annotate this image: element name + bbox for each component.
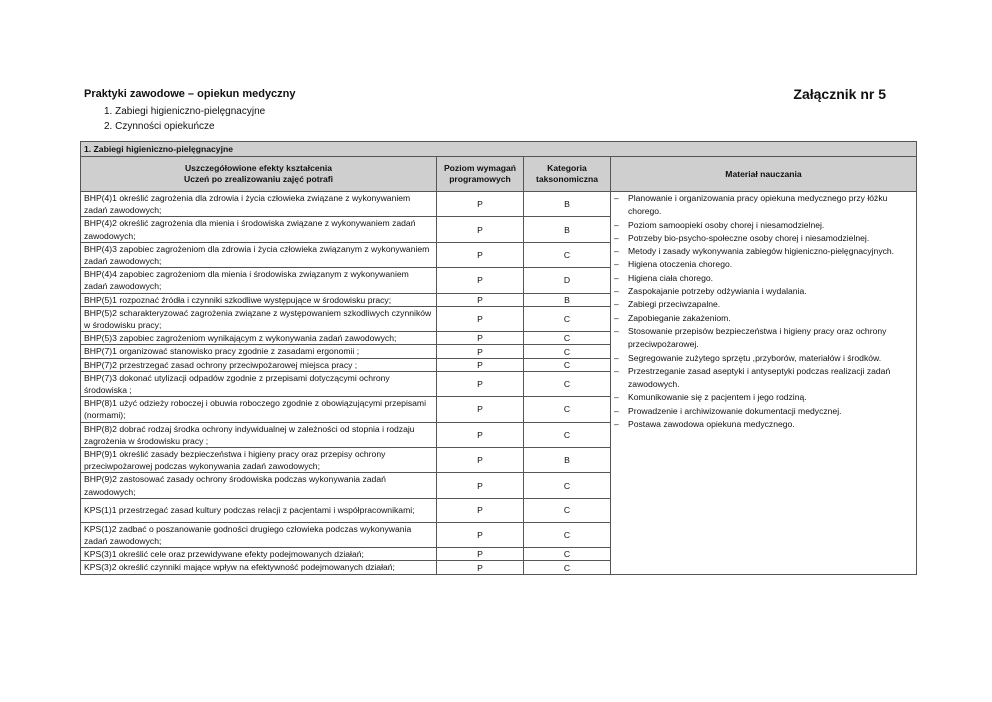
list-item: – Potrzeby bio-psycho-społeczne osoby chorej i niesamodzielnej.	[614, 232, 913, 245]
effect-cell: BHP(4)4 zapobiec zagrożeniom dla mienia i środowiska związanym z wykonywaniem zadań zawodowych;	[81, 268, 437, 293]
column-header-effects: Uszczegółowione efekty kształcenia Uczeń po zrealizowaniu zajęć potrafi	[81, 157, 437, 192]
category-cell: C	[524, 561, 611, 574]
level-cell: P	[437, 448, 524, 473]
level-cell: P	[437, 397, 524, 422]
level-cell: P	[437, 268, 524, 293]
section-title: 1. Zabiegi higieniczno-pielęgnacyjne	[81, 142, 917, 157]
list-item: – Zapobieganie zakażeniom.	[614, 312, 913, 325]
category-cell: C	[524, 397, 611, 422]
category-cell: C	[524, 498, 611, 522]
material-cell	[611, 192, 917, 575]
category-cell: B	[524, 448, 611, 473]
level-cell: P	[437, 522, 524, 547]
category-cell: B	[524, 293, 611, 306]
level-cell: P	[437, 345, 524, 358]
level-cell: P	[437, 358, 524, 371]
list-item: – Komunikowanie się z pacjentem i jego rodziną.	[614, 391, 913, 404]
level-cell: P	[437, 548, 524, 561]
effect-cell: KPS(1)2 zadbać o poszanowanie godności drugiego człowieka podczas wykonywania zadań zawodowych;	[81, 522, 437, 547]
level-cell: P	[437, 306, 524, 331]
material-list	[614, 192, 913, 431]
level-cell: P	[437, 422, 524, 447]
effect-cell: BHP(5)1 rozpoznać źródła i czynniki szkodliwe występujące w środowisku pracy;	[81, 293, 437, 306]
column-header-category: Kategoria taksonomiczna	[524, 157, 611, 192]
effect-cell: BHP(5)2 scharakteryzować zagrożenia związane z występowaniem szkodliwych czynników w środowisku pracy;	[81, 306, 437, 331]
category-cell: C	[524, 345, 611, 358]
list-item: – Higiena ciała chorego.	[614, 272, 913, 285]
effect-cell: BHP(7)2 przestrzegać zasad ochrony przeciwpożarowej miejsca pracy ;	[81, 358, 437, 371]
category-cell: C	[524, 473, 611, 498]
list-item: – Planowanie i organizowania pracy opiekuna medycznego przy łóżku chorego.	[614, 192, 913, 219]
level-cell: P	[437, 192, 524, 217]
level-cell: P	[437, 217, 524, 242]
category-cell: C	[524, 371, 611, 396]
curriculum-table	[80, 141, 917, 575]
list-item: – Przestrzeganie zasad aseptyki i antyseptyki podczas realizacji zadań zawodowych.	[614, 365, 913, 392]
level-cell: P	[437, 293, 524, 306]
category-cell: C	[524, 306, 611, 331]
category-cell: C	[524, 522, 611, 547]
list-item: – Higiena otoczenia chorego.	[614, 258, 913, 271]
effect-cell: BHP(7)3 dokonać utylizacji odpadów zgodnie z przepisami dotyczącymi ochrony środowiska ;	[81, 371, 437, 396]
column-header-level: Poziom wymagań programowych	[437, 157, 524, 192]
category-cell: C	[524, 332, 611, 345]
effect-cell: BHP(4)2 określić zagrożenia dla mienia i środowiska związane z wykonywaniem zadań zawodowych;	[81, 217, 437, 242]
effect-cell: KPS(3)2 określić czynniki mające wpływ na efektywność podejmowanych działań;	[81, 561, 437, 574]
category-cell: C	[524, 422, 611, 447]
category-cell: B	[524, 192, 611, 217]
list-item: – Prowadzenie i archiwizowanie dokumentacji medycznej.	[614, 405, 913, 418]
list-item: – Metody i zasady wykonywania zabiegów higieniczno-pielęgnacyjnych.	[614, 245, 913, 258]
document-title: Praktyki zawodowe – opiekun medyczny	[84, 88, 296, 100]
effect-cell: BHP(7)1 organizować stanowisko pracy zgodnie z zasadami ergonomii ;	[81, 345, 437, 358]
category-cell: D	[524, 268, 611, 293]
effect-cell: BHP(4)3 zapobiec zagrożeniom dla zdrowia i życia człowieka związanym z wykonywaniem zadań zawodowych;	[81, 242, 437, 267]
list-item: – Segregowanie zużytego sprzętu ,przyborów, materiałów i środków.	[614, 352, 913, 365]
toc-item: 1. Zabiegi higieniczno-pielęgnacyjne	[104, 106, 266, 117]
table-of-contents	[104, 104, 265, 134]
category-cell: C	[524, 358, 611, 371]
toc-item: 2. Czynności opiekuńcze	[104, 121, 215, 132]
level-cell: P	[437, 498, 524, 522]
level-cell: P	[437, 371, 524, 396]
effect-cell: BHP(8)1 użyć odzieży roboczej i obuwia roboczego zgodnie z obowiązującymi przepisami (normami);	[81, 397, 437, 422]
effect-cell: BHP(9)1 określić zasady bezpieczeństwa i higieny pracy oraz przepisy ochrony przeciwpożarowej podczas wykonywania zadań zawodowych;	[81, 448, 437, 473]
level-cell: P	[437, 242, 524, 267]
level-cell: P	[437, 473, 524, 498]
annex-label: Załącznik nr 5	[793, 86, 886, 102]
effect-cell: KPS(3)1 określić cele oraz przewidywane efekty podejmowanych działań;	[81, 548, 437, 561]
table-row	[81, 192, 917, 217]
effect-cell: BHP(8)2 dobrać rodzaj środka ochrony indywidualnej w zależności od stopnia i rodzaju zagrożenia w środowisku pracy ;	[81, 422, 437, 447]
effect-cell: KPS(1)1 przestrzegać zasad kultury podczas relacji z pacjentami i współpracownikami;	[81, 498, 437, 522]
effect-cell: BHP(4)1 określić zagrożenia dla zdrowia i życia człowieka związane z wykonywaniem zadań zawodowych;	[81, 192, 437, 217]
list-item: – Stosowanie przepisów bezpieczeństwa i higieny pracy oraz ochrony przeciwpożarowej.	[614, 325, 913, 352]
effect-cell: BHP(5)3 zapobiec zagrożeniom wynikającym z wykonywania zadań zawodowych;	[81, 332, 437, 345]
effect-cell: BHP(9)2 zastosować zasady ochrony środowiska podczas wykonywania zadań zawodowych;	[81, 473, 437, 498]
list-item: – Zabiegi przeciwzapalne.	[614, 298, 913, 311]
category-cell: B	[524, 217, 611, 242]
level-cell: P	[437, 332, 524, 345]
list-item: – Postawa zawodowa opiekuna medycznego.	[614, 418, 913, 431]
list-item: – Poziom samoopieki osoby chorej i niesamodzielnej.	[614, 219, 913, 232]
category-cell: C	[524, 548, 611, 561]
list-item: – Zaspokajanie potrzeby odżywiania i wydalania.	[614, 285, 913, 298]
column-header-material: Materiał nauczania	[611, 157, 917, 192]
level-cell: P	[437, 561, 524, 574]
category-cell: C	[524, 242, 611, 267]
